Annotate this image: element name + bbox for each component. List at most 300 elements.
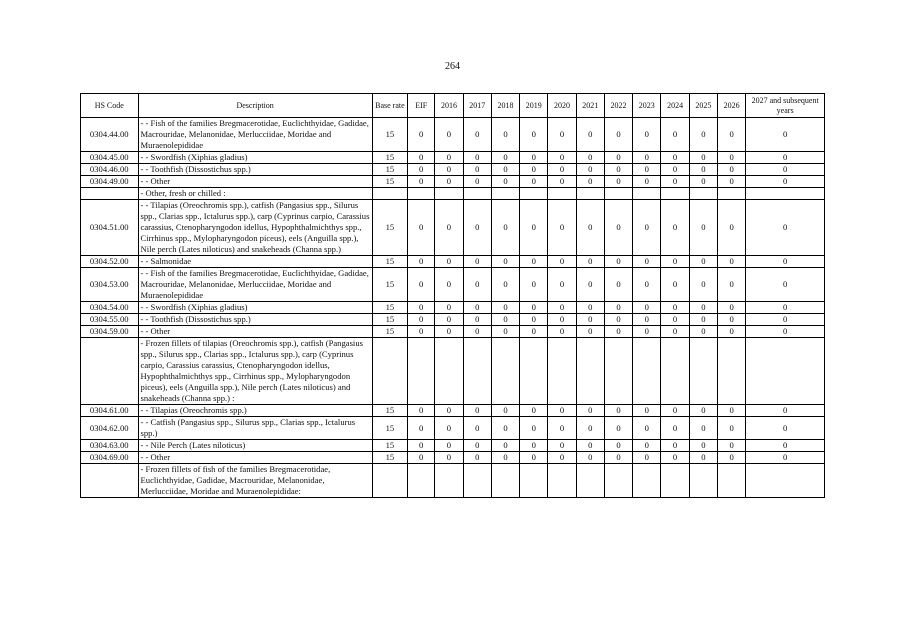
rate-cell: 0 (633, 417, 661, 440)
rate-cell: 15 (372, 302, 407, 314)
table-row (81, 152, 825, 164)
rate-cell (746, 464, 825, 498)
rate-cell: 0 (491, 118, 519, 152)
rate-cell: 15 (372, 118, 407, 152)
rate-cell: 0 (604, 268, 632, 302)
description-cell: - - Catfish (Pangasius spp., Silurus spp., Clarias spp., Ictalurus spp.) (138, 417, 372, 440)
rate-cell: 0 (435, 164, 463, 176)
rate-cell: 0 (661, 152, 689, 164)
rate-cell: 0 (717, 314, 745, 326)
rate-cell: 0 (576, 314, 604, 326)
rate-cell: 0 (633, 314, 661, 326)
rate-cell: 0 (408, 440, 435, 452)
rate-cell (372, 464, 407, 498)
rate-cell: 0 (717, 440, 745, 452)
rate-cell: 0 (661, 405, 689, 417)
rate-cell: 0 (491, 152, 519, 164)
rate-cell (435, 188, 463, 200)
rate-cell: 0 (604, 164, 632, 176)
rate-cell (576, 464, 604, 498)
table-row (81, 440, 825, 452)
col-header-2024: 2024 (661, 94, 689, 118)
rate-cell: 15 (372, 405, 407, 417)
description-cell: - - Fish of the families Bregmacerotidae, Euclichthyidae, Gadidae, Macrouridae, Melanonidae, Merlucciidae, Moridae and Muraenolepididae (138, 268, 372, 302)
rate-cell: 0 (463, 417, 491, 440)
hs-code-cell: 0304.54.00 (81, 302, 139, 314)
col-header-2016: 2016 (435, 94, 463, 118)
rate-cell: 0 (435, 326, 463, 338)
rate-cell: 0 (548, 326, 576, 338)
hs-code-cell: 0304.53.00 (81, 268, 139, 302)
rate-cell (463, 188, 491, 200)
table-row (81, 164, 825, 176)
rate-cell: 0 (604, 118, 632, 152)
hs-code-cell: 0304.55.00 (81, 314, 139, 326)
rate-cell (604, 188, 632, 200)
rate-cell: 0 (520, 452, 548, 464)
table-row (81, 268, 825, 302)
hs-code-cell: 0304.52.00 (81, 256, 139, 268)
hs-code-cell: 0304.59.00 (81, 326, 139, 338)
rate-cell: 0 (435, 417, 463, 440)
rate-cell: 0 (746, 256, 825, 268)
description-cell: - - Other (138, 452, 372, 464)
rate-cell: 0 (408, 256, 435, 268)
rate-cell: 0 (717, 200, 745, 256)
rate-cell: 0 (576, 118, 604, 152)
hs-code-cell: 0304.51.00 (81, 200, 139, 256)
rate-cell: 15 (372, 268, 407, 302)
rate-cell: 0 (633, 164, 661, 176)
rate-cell (633, 338, 661, 405)
rate-cell: 15 (372, 314, 407, 326)
rate-cell (746, 188, 825, 200)
rate-cell: 0 (576, 152, 604, 164)
rate-cell (661, 188, 689, 200)
description-cell: - - Fish of the families Bregmacerotidae, Euclichthyidae, Gadidae, Macrouridae, Melanonidae, Merlucciidae, Moridae and Muraenolepididae (138, 118, 372, 152)
description-cell: - - Other (138, 176, 372, 188)
hs-code-cell: 0304.44.00 (81, 118, 139, 152)
rate-cell: 15 (372, 452, 407, 464)
rate-cell: 0 (689, 200, 717, 256)
rate-cell: 0 (520, 152, 548, 164)
rate-cell: 0 (520, 314, 548, 326)
rate-cell: 0 (604, 326, 632, 338)
page-number: 264 (445, 61, 460, 72)
rate-cell: 0 (491, 314, 519, 326)
rate-cell: 0 (746, 268, 825, 302)
col-header-2018: 2018 (491, 94, 519, 118)
table-body (81, 118, 825, 498)
description-cell: - - Tilapias (Oreochromis spp.), catfish (Pangasius spp., Silurus spp., Clarias spp., Ictalurus spp.), carp (Cyprinus carpio, Carassius carassius, Ctenopharyngodon idellus, Hypophthalmichthys spp., Cirrhinus spp., Mylopharyngodon piceus), eels (Anguilla spp.), Nile perch (Lates niloticus) and snakeheads (Channa spp.) (138, 200, 372, 256)
rate-cell: 0 (491, 176, 519, 188)
rate-cell: 0 (463, 200, 491, 256)
rate-cell: 0 (548, 268, 576, 302)
rate-cell: 0 (408, 268, 435, 302)
rate-cell: 0 (576, 200, 604, 256)
rate-cell: 0 (604, 314, 632, 326)
rate-cell: 0 (408, 200, 435, 256)
col-header-eif: EIF (408, 94, 435, 118)
rate-cell: 0 (408, 118, 435, 152)
hs-code-cell (81, 464, 139, 498)
description-cell: - - Other (138, 326, 372, 338)
rate-cell: 0 (746, 440, 825, 452)
table-row (81, 188, 825, 200)
rate-cell: 0 (576, 302, 604, 314)
rate-cell: 0 (717, 417, 745, 440)
rate-cell: 0 (548, 118, 576, 152)
rate-cell: 0 (520, 176, 548, 188)
rate-cell (520, 338, 548, 405)
rate-cell: 0 (408, 452, 435, 464)
rate-cell: 0 (717, 326, 745, 338)
rate-cell: 0 (604, 200, 632, 256)
rate-cell: 0 (435, 302, 463, 314)
col-header-2019: 2019 (520, 94, 548, 118)
rate-cell: 0 (435, 405, 463, 417)
rate-cell: 0 (408, 417, 435, 440)
rate-cell: 0 (746, 452, 825, 464)
rate-cell: 0 (633, 200, 661, 256)
rate-cell: 0 (435, 200, 463, 256)
rate-cell: 0 (548, 405, 576, 417)
rate-cell: 0 (520, 440, 548, 452)
table-row (81, 200, 825, 256)
rate-cell: 0 (689, 452, 717, 464)
description-cell: - - Toothfish (Dissostichus spp.) (138, 164, 372, 176)
rate-cell: 0 (548, 256, 576, 268)
description-cell: - - Nile Perch (Lates niloticus) (138, 440, 372, 452)
rate-cell: 0 (463, 268, 491, 302)
description-cell: - - Salmonidae (138, 256, 372, 268)
table-row (81, 302, 825, 314)
col-header-2025: 2025 (689, 94, 717, 118)
rate-cell: 0 (520, 268, 548, 302)
rate-cell: 0 (604, 176, 632, 188)
rate-cell: 0 (661, 417, 689, 440)
rate-cell: 0 (689, 440, 717, 452)
rate-cell: 0 (435, 256, 463, 268)
rate-cell: 0 (548, 200, 576, 256)
rate-cell: 0 (661, 268, 689, 302)
rate-cell: 15 (372, 152, 407, 164)
rate-cell (463, 338, 491, 405)
rate-cell: 0 (463, 440, 491, 452)
rate-cell (372, 338, 407, 405)
rate-cell: 0 (576, 326, 604, 338)
rate-cell (408, 338, 435, 405)
rate-cell: 0 (633, 118, 661, 152)
rate-cell: 0 (604, 417, 632, 440)
rate-cell: 0 (520, 326, 548, 338)
rate-cell: 0 (435, 118, 463, 152)
rate-cell: 15 (372, 256, 407, 268)
rate-cell: 0 (633, 302, 661, 314)
rate-cell (689, 338, 717, 405)
rate-cell (661, 338, 689, 405)
table-row (81, 256, 825, 268)
rate-cell: 0 (491, 164, 519, 176)
rate-cell: 0 (548, 440, 576, 452)
col-header-base-rate: Base rate (372, 94, 407, 118)
rate-cell: 0 (548, 176, 576, 188)
rate-cell: 0 (576, 417, 604, 440)
tariff-schedule-table (80, 93, 825, 498)
rate-cell (548, 188, 576, 200)
rate-cell (491, 464, 519, 498)
hs-code-cell: 0304.49.00 (81, 176, 139, 188)
rate-cell: 0 (633, 152, 661, 164)
rate-cell: 0 (661, 302, 689, 314)
rate-cell: 0 (491, 440, 519, 452)
description-cell: - - Swordfish (Xiphias gladius) (138, 302, 372, 314)
rate-cell: 15 (372, 176, 407, 188)
rate-cell (576, 338, 604, 405)
rate-cell: 0 (689, 417, 717, 440)
rate-cell: 0 (689, 326, 717, 338)
rate-cell: 0 (463, 326, 491, 338)
rate-cell: 0 (661, 118, 689, 152)
rate-cell: 0 (463, 405, 491, 417)
rate-cell: 0 (408, 164, 435, 176)
rate-cell: 0 (520, 405, 548, 417)
rate-cell: 0 (491, 405, 519, 417)
rate-cell: 0 (746, 176, 825, 188)
rate-cell: 0 (746, 200, 825, 256)
rate-cell: 0 (463, 176, 491, 188)
description-cell: - Frozen fillets of fish of the families Bregmacerotidae, Euclichthyidae, Gadidae, Macrouridae, Melanonidae, Merlucciidae, Moridae and Muraenolepididae: (138, 464, 372, 498)
rate-cell (717, 188, 745, 200)
hs-code-cell (81, 338, 139, 405)
hs-code-cell: 0304.61.00 (81, 405, 139, 417)
rate-cell: 0 (491, 417, 519, 440)
rate-cell (491, 338, 519, 405)
rate-cell: 0 (463, 118, 491, 152)
rate-cell (604, 338, 632, 405)
rate-cell: 0 (491, 452, 519, 464)
rate-cell: 0 (717, 176, 745, 188)
rate-cell: 0 (520, 417, 548, 440)
rate-cell (661, 464, 689, 498)
rate-cell: 0 (463, 164, 491, 176)
rate-cell: 0 (408, 302, 435, 314)
rate-cell (520, 188, 548, 200)
rate-cell (520, 464, 548, 498)
rate-cell: 0 (689, 314, 717, 326)
rate-cell (746, 338, 825, 405)
rate-cell: 0 (548, 452, 576, 464)
hs-code-cell (81, 188, 139, 200)
hs-code-cell: 0304.46.00 (81, 164, 139, 176)
rate-cell (491, 188, 519, 200)
rate-cell: 0 (689, 405, 717, 417)
rate-cell: 0 (435, 314, 463, 326)
rate-cell: 0 (408, 152, 435, 164)
rate-cell: 15 (372, 326, 407, 338)
rate-cell (576, 188, 604, 200)
description-cell: - - Swordfish (Xiphias gladius) (138, 152, 372, 164)
rate-cell: 0 (661, 326, 689, 338)
rate-cell: 0 (435, 440, 463, 452)
rate-cell: 0 (746, 152, 825, 164)
rate-cell: 0 (717, 256, 745, 268)
rate-cell (689, 464, 717, 498)
rate-cell (408, 188, 435, 200)
rate-cell: 0 (689, 176, 717, 188)
col-header-2023: 2023 (633, 94, 661, 118)
rate-cell: 0 (576, 164, 604, 176)
hs-code-cell: 0304.63.00 (81, 440, 139, 452)
col-header-description: Description (138, 94, 372, 118)
rate-cell: 0 (746, 326, 825, 338)
rate-cell: 0 (746, 164, 825, 176)
rate-cell: 0 (661, 164, 689, 176)
col-header-2027-and-subsequent-years: 2027 and subsequent years (746, 94, 825, 118)
rate-cell: 0 (491, 256, 519, 268)
rate-cell: 0 (463, 314, 491, 326)
rate-cell: 0 (576, 452, 604, 464)
col-header-2020: 2020 (548, 94, 576, 118)
rate-cell: 0 (661, 440, 689, 452)
rate-cell: 15 (372, 164, 407, 176)
rate-cell: 0 (463, 152, 491, 164)
rate-cell (408, 464, 435, 498)
rate-cell: 0 (661, 200, 689, 256)
rate-cell: 0 (633, 452, 661, 464)
rate-cell: 0 (746, 302, 825, 314)
rate-cell: 0 (604, 452, 632, 464)
rate-cell: 0 (435, 152, 463, 164)
table-row (81, 405, 825, 417)
rate-cell: 0 (633, 440, 661, 452)
rate-cell: 0 (661, 314, 689, 326)
table-row (81, 314, 825, 326)
rate-cell (633, 464, 661, 498)
rate-cell: 0 (435, 268, 463, 302)
rate-cell: 0 (520, 164, 548, 176)
table-row (81, 417, 825, 440)
rate-cell (463, 464, 491, 498)
rate-cell: 0 (689, 118, 717, 152)
rate-cell: 0 (633, 176, 661, 188)
rate-cell: 0 (520, 302, 548, 314)
rate-cell: 15 (372, 440, 407, 452)
rate-cell: 0 (463, 302, 491, 314)
rate-cell: 0 (435, 176, 463, 188)
col-header-2021: 2021 (576, 94, 604, 118)
rate-cell: 0 (520, 118, 548, 152)
hs-code-cell: 0304.69.00 (81, 452, 139, 464)
rate-cell: 0 (435, 452, 463, 464)
rate-cell (548, 464, 576, 498)
hs-code-cell: 0304.62.00 (81, 417, 139, 440)
rate-cell: 0 (717, 405, 745, 417)
rate-cell: 0 (491, 302, 519, 314)
table-row (81, 452, 825, 464)
rate-cell: 0 (689, 268, 717, 302)
rate-cell: 0 (576, 440, 604, 452)
table-row (81, 176, 825, 188)
rate-cell: 15 (372, 200, 407, 256)
col-header-2026: 2026 (717, 94, 745, 118)
rate-cell: 0 (576, 268, 604, 302)
rate-cell: 0 (689, 152, 717, 164)
rate-cell: 0 (548, 417, 576, 440)
rate-cell: 0 (463, 452, 491, 464)
rate-cell (604, 464, 632, 498)
rate-cell: 0 (717, 118, 745, 152)
rate-cell: 0 (548, 164, 576, 176)
rate-cell: 0 (633, 268, 661, 302)
rate-cell: 0 (633, 256, 661, 268)
rate-cell: 0 (661, 452, 689, 464)
description-cell: - Frozen fillets of tilapias (Oreochromis spp.), catfish (Pangasius spp., Silurus spp., Clarias spp., Ictalurus spp.), carp (Cyprinus carpio, Carassius carassius, Ctenopharyngodon idellus, Hypophthalmichthys spp., Cirrhinus spp., Mylopharyngodon piceus), eels (Anguilla spp.), Nile perch (Lates niloticus) and snakeheads (Channa spp.) : (138, 338, 372, 405)
description-cell: - Other, fresh or chilled : (138, 188, 372, 200)
rate-cell: 0 (661, 256, 689, 268)
rate-cell: 0 (491, 268, 519, 302)
rate-cell (689, 188, 717, 200)
rate-cell: 0 (717, 164, 745, 176)
rate-cell: 0 (689, 256, 717, 268)
rate-cell: 0 (717, 302, 745, 314)
rate-cell: 0 (661, 176, 689, 188)
rate-cell: 0 (746, 314, 825, 326)
table-row (81, 326, 825, 338)
rate-cell: 0 (548, 152, 576, 164)
rate-cell: 0 (633, 405, 661, 417)
rate-cell: 0 (491, 200, 519, 256)
table-row (81, 464, 825, 498)
rate-cell: 0 (576, 405, 604, 417)
rate-cell: 0 (604, 302, 632, 314)
rate-cell: 0 (689, 302, 717, 314)
rate-cell (548, 338, 576, 405)
rate-cell: 0 (604, 405, 632, 417)
rate-cell: 0 (548, 314, 576, 326)
rate-cell: 0 (408, 176, 435, 188)
hs-code-cell: 0304.45.00 (81, 152, 139, 164)
rate-cell: 0 (717, 452, 745, 464)
rate-cell: 0 (689, 164, 717, 176)
rate-cell: 15 (372, 417, 407, 440)
rate-cell: 0 (491, 326, 519, 338)
rate-cell (717, 464, 745, 498)
rate-cell: 0 (408, 326, 435, 338)
rate-cell: 0 (746, 417, 825, 440)
rate-cell (633, 188, 661, 200)
rate-cell: 0 (604, 152, 632, 164)
rate-cell: 0 (604, 440, 632, 452)
rate-cell: 0 (717, 268, 745, 302)
rate-cell: 0 (520, 200, 548, 256)
col-header-2017: 2017 (463, 94, 491, 118)
description-cell: - - Toothfish (Dissostichus spp.) (138, 314, 372, 326)
rate-cell: 0 (717, 152, 745, 164)
rate-cell: 0 (576, 176, 604, 188)
rate-cell (435, 338, 463, 405)
col-header-hs-code: HS Code (81, 94, 139, 118)
header-row (81, 94, 825, 118)
rate-cell: 0 (408, 405, 435, 417)
rate-cell: 0 (746, 118, 825, 152)
description-cell: - - Tilapias (Oreochromis spp.) (138, 405, 372, 417)
rate-cell (435, 464, 463, 498)
col-header-2022: 2022 (604, 94, 632, 118)
rate-cell (372, 188, 407, 200)
rate-cell: 0 (746, 405, 825, 417)
rate-cell: 0 (604, 256, 632, 268)
